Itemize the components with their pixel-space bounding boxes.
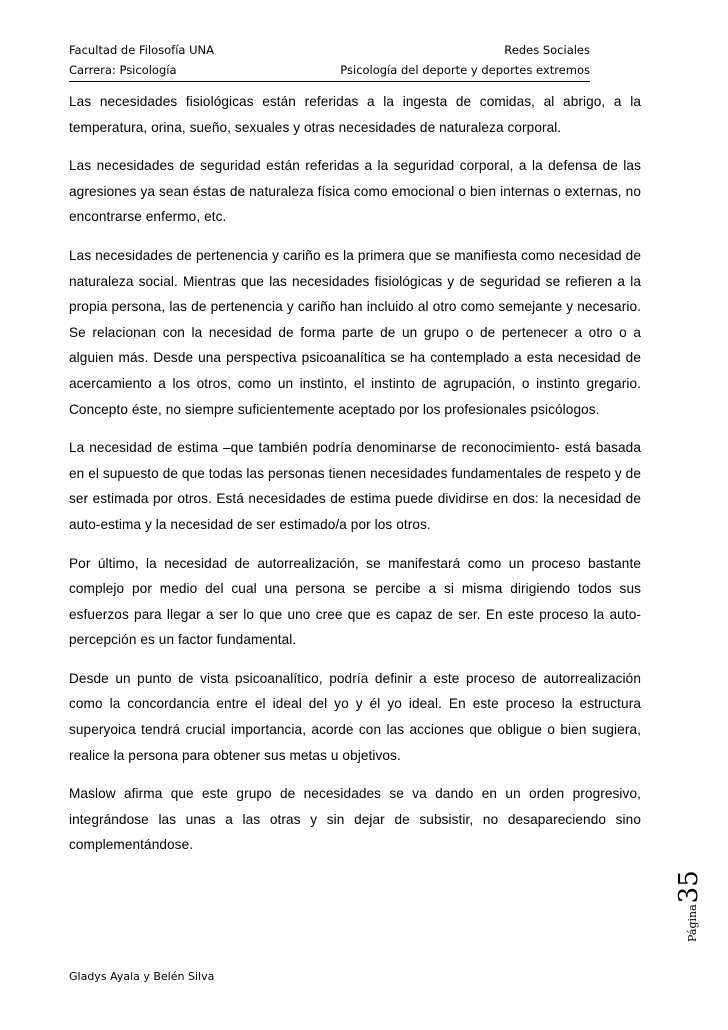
paragraph-belonging: Las necesidades de pertenencia y cariño es la primera que se manifiesta como necesidad de naturaleza social. Mientras que las necesidades fisiológicas y de seguridad se refieren a la propia persona, las de pertenencia y cariño han incluido al otro como semejante y necesario. Se relacionan con la necesidad de forma parte de un grupo o de pertenecer a otro o a alguien más. Desde una perspectiva psicoanalítica se ha contemplado a esta necesidad de acercamiento a los otros, como un instinto, el instinto de agrupación, o instinto gregario. Concepto éste, no siempre suficientemente aceptado por los profesionales psicólogos.	[69, 247, 641, 417]
page-label: Página	[686, 904, 699, 942]
paragraph-safety: Las necesidades de seguridad están referidas a la seguridad corporal, a la defensa de las agresiones ya sean éstas de naturaleza física como emocional o bien internas o externas, no encontrarse enfermo, etc.	[69, 158, 641, 225]
paragraph-psychoanalytic: Desde un punto de vista psicoanalítico, podría definir a este proceso de autorrealización como la concordancia entre el ideal del yo y él yo ideal. En este proceso la estructura superyoica tendrá crucial importancia, acorde con las acciones que obligue o bien sugiera, realice la persona para obtener sus metas u objetivos.	[69, 670, 641, 763]
footer-authors: Gladys Ayala y Belén Silva	[69, 970, 215, 983]
paragraph-esteem: La necesidad de estima –que también podría denominarse de reconocimiento- está basada en el supuesto de que todas las personas tienen necesidades fundamentales de respeto y de ser estimada por otros. Está necesidades de estima puede dividirse en dos: la necesidad de auto-estima y la necesidad de ser estimado/a por los otros.	[69, 440, 641, 532]
page-number	[668, 862, 702, 942]
paragraph-self-actualization: Por último, la necesidad de autorrealización, se manifestará como un proceso bastante complejo por medio del cual una persona se percibe a si misma dirigiendo todos sus esfuerzos para llegar a ser lo que uno cree que es capaz de ser. En este proceso la auto-percepción es un factor fundamental.	[69, 555, 641, 648]
header-faculty: Facultad de Filosofía UNA	[69, 43, 215, 57]
header-topic: Psicología del deporte y deportes extremos	[340, 63, 590, 77]
header-rule	[69, 81, 590, 82]
header-career: Carrera: Psicología	[69, 63, 177, 77]
paragraph-physiological: Las necesidades fisiológicas están referidas a la ingesta de comidas, al abrigo, a la temperatura, orina, sueño, sexuales y otras necesidades de naturaleza corporal.	[69, 94, 641, 135]
page-number-value: 35	[674, 870, 704, 904]
paragraph-maslow: Maslow afirma que este grupo de necesidades se va dando en un orden progresivo, integrándose las unas a las otras y sin dejar de subsistir, no desapareciendo sino complementándose.	[69, 786, 641, 853]
header-course: Redes Sociales	[504, 43, 590, 57]
document-body	[69, 89, 641, 871]
